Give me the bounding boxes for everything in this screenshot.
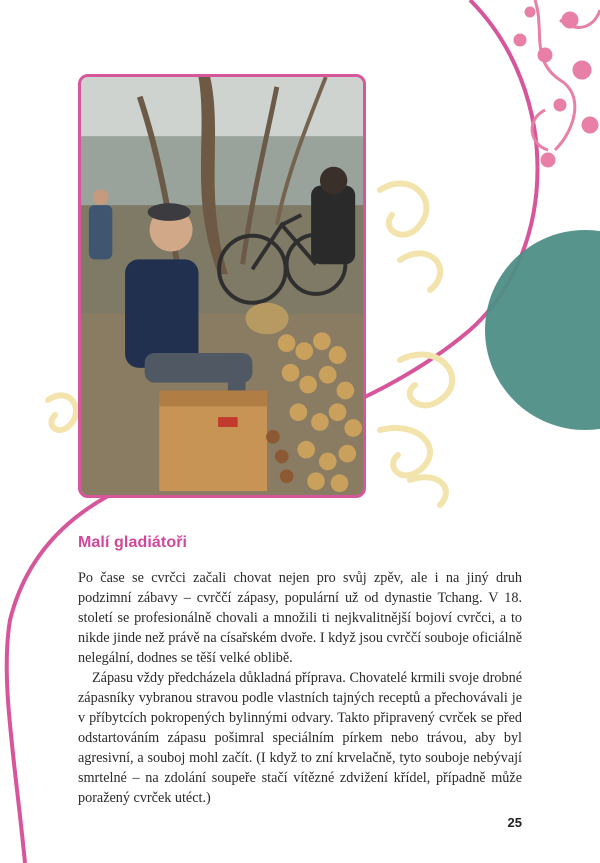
article-paragraph-1: Po čase se cvrčci začali chovat nejen pro svůj zpěv, ale i na jiný druh podzimní zábavy – cvrččí zápasy, populární už od dynastie Tchang. V 18. století se profesionálně chovali a množili ti nejkvalitnější bojoví cvrčci, a to nikde jinde než právě na císařském dvoře. I když jsou cvrččí souboje oficiálně nelegální, dodnes se těší velké oblibě.: [78, 570, 522, 666]
article-body: [78, 568, 522, 808]
article-paragraph-2: Zápasu vždy předcházela důkladná příprava. Chovatelé krmili svoje drobné zápasníky vybranou stravou podle vlastních tajných receptů a přechovávali je v příbytcích pokropených bylinnými odvary. Takto připravený cvrček se před odstartováním zápasu pošimral speciálním pírkem nebo trávou, aby byl agresivní, a souboj mohl začít. (I když to zní krvelačně, tyto souboje nebývají smrtelné – na zdolání soupeře stačí vítězné zdvižení křídel, případně může poražený cvrček utéct.): [78, 670, 522, 806]
market-photo: [78, 74, 366, 498]
page-number: 25: [507, 815, 522, 830]
pink-floral-ornament: [514, 0, 600, 167]
market-photo-illustration: [81, 77, 363, 495]
section-heading: Malí gladiátoři: [78, 534, 188, 551]
teal-circle: [485, 230, 600, 430]
